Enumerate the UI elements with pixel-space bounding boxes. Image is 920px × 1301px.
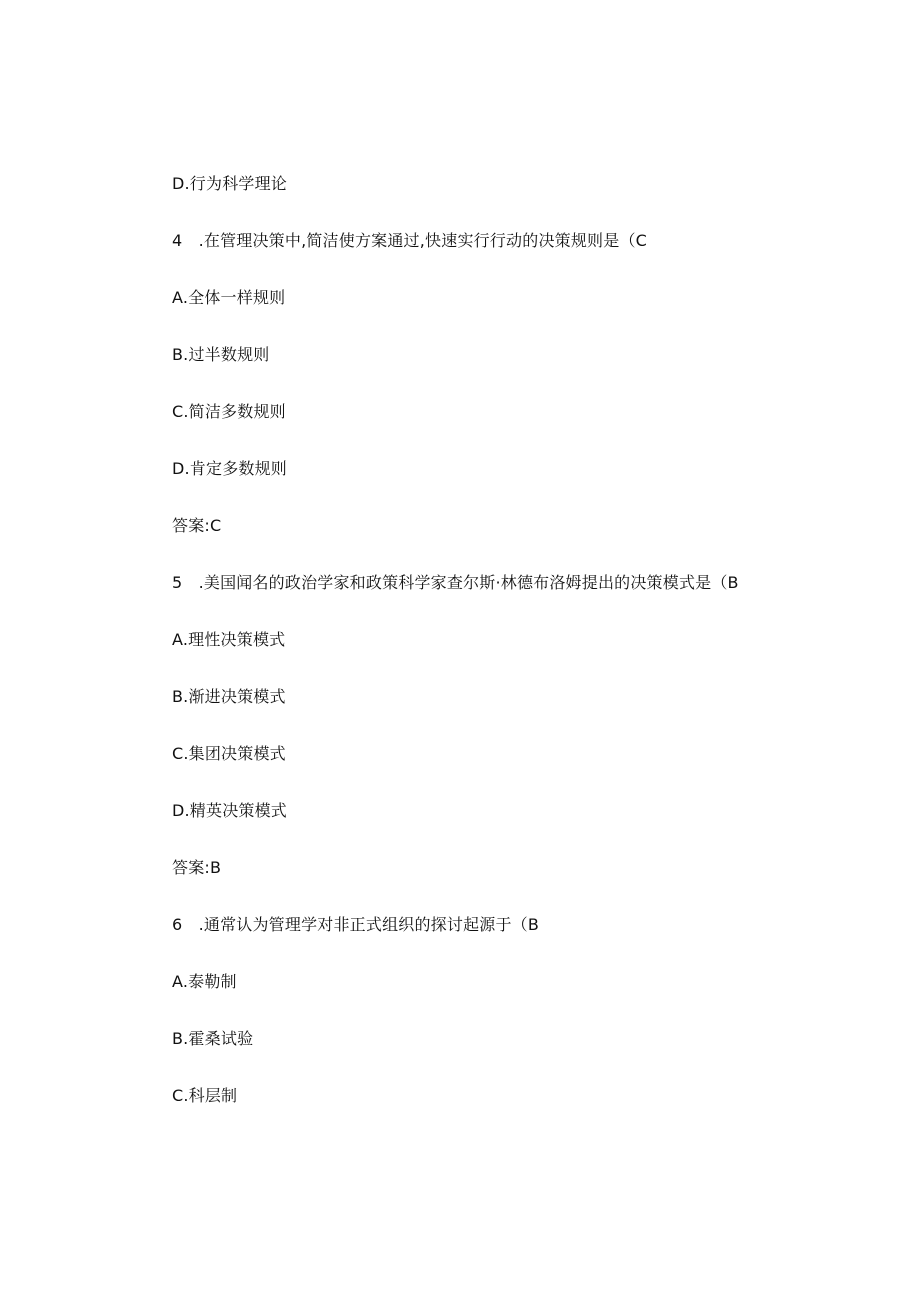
option-d-q4: D.肯定多数规则 <box>172 459 288 478</box>
option-d-q3: D.行为科学理论 <box>172 174 288 193</box>
question-6: 6 .通常认为管理学对非正式组织的探讨起源于（B <box>172 915 540 934</box>
option-c-q6: C.科层制 <box>172 1086 238 1105</box>
option-d-q5: D.精英决策模式 <box>172 801 288 820</box>
option-a-q4: A.全体一样规则 <box>172 288 286 307</box>
option-b-q4: B.过半数规则 <box>172 345 270 364</box>
answer-q5: 答案:B <box>172 858 222 877</box>
option-c-q5: C.集团决策模式 <box>172 744 286 763</box>
option-c-q4: C.简洁多数规则 <box>172 402 286 421</box>
option-a-q6: A.泰勒制 <box>172 972 237 991</box>
option-b-q5: B.渐进决策模式 <box>172 687 286 706</box>
question-4: 4 .在管理决策中,简洁使方案通过,快速实行行动的决策规则是（C <box>172 231 648 250</box>
question-5: 5 .美国闻名的政治学家和政策科学家查尔斯·林德布洛姆提出的决策模式是（B <box>172 573 739 592</box>
option-b-q6: B.霍桑试验 <box>172 1029 254 1048</box>
option-a-q5: A.理性决策模式 <box>172 630 286 649</box>
answer-q4: 答案:C <box>172 516 222 535</box>
